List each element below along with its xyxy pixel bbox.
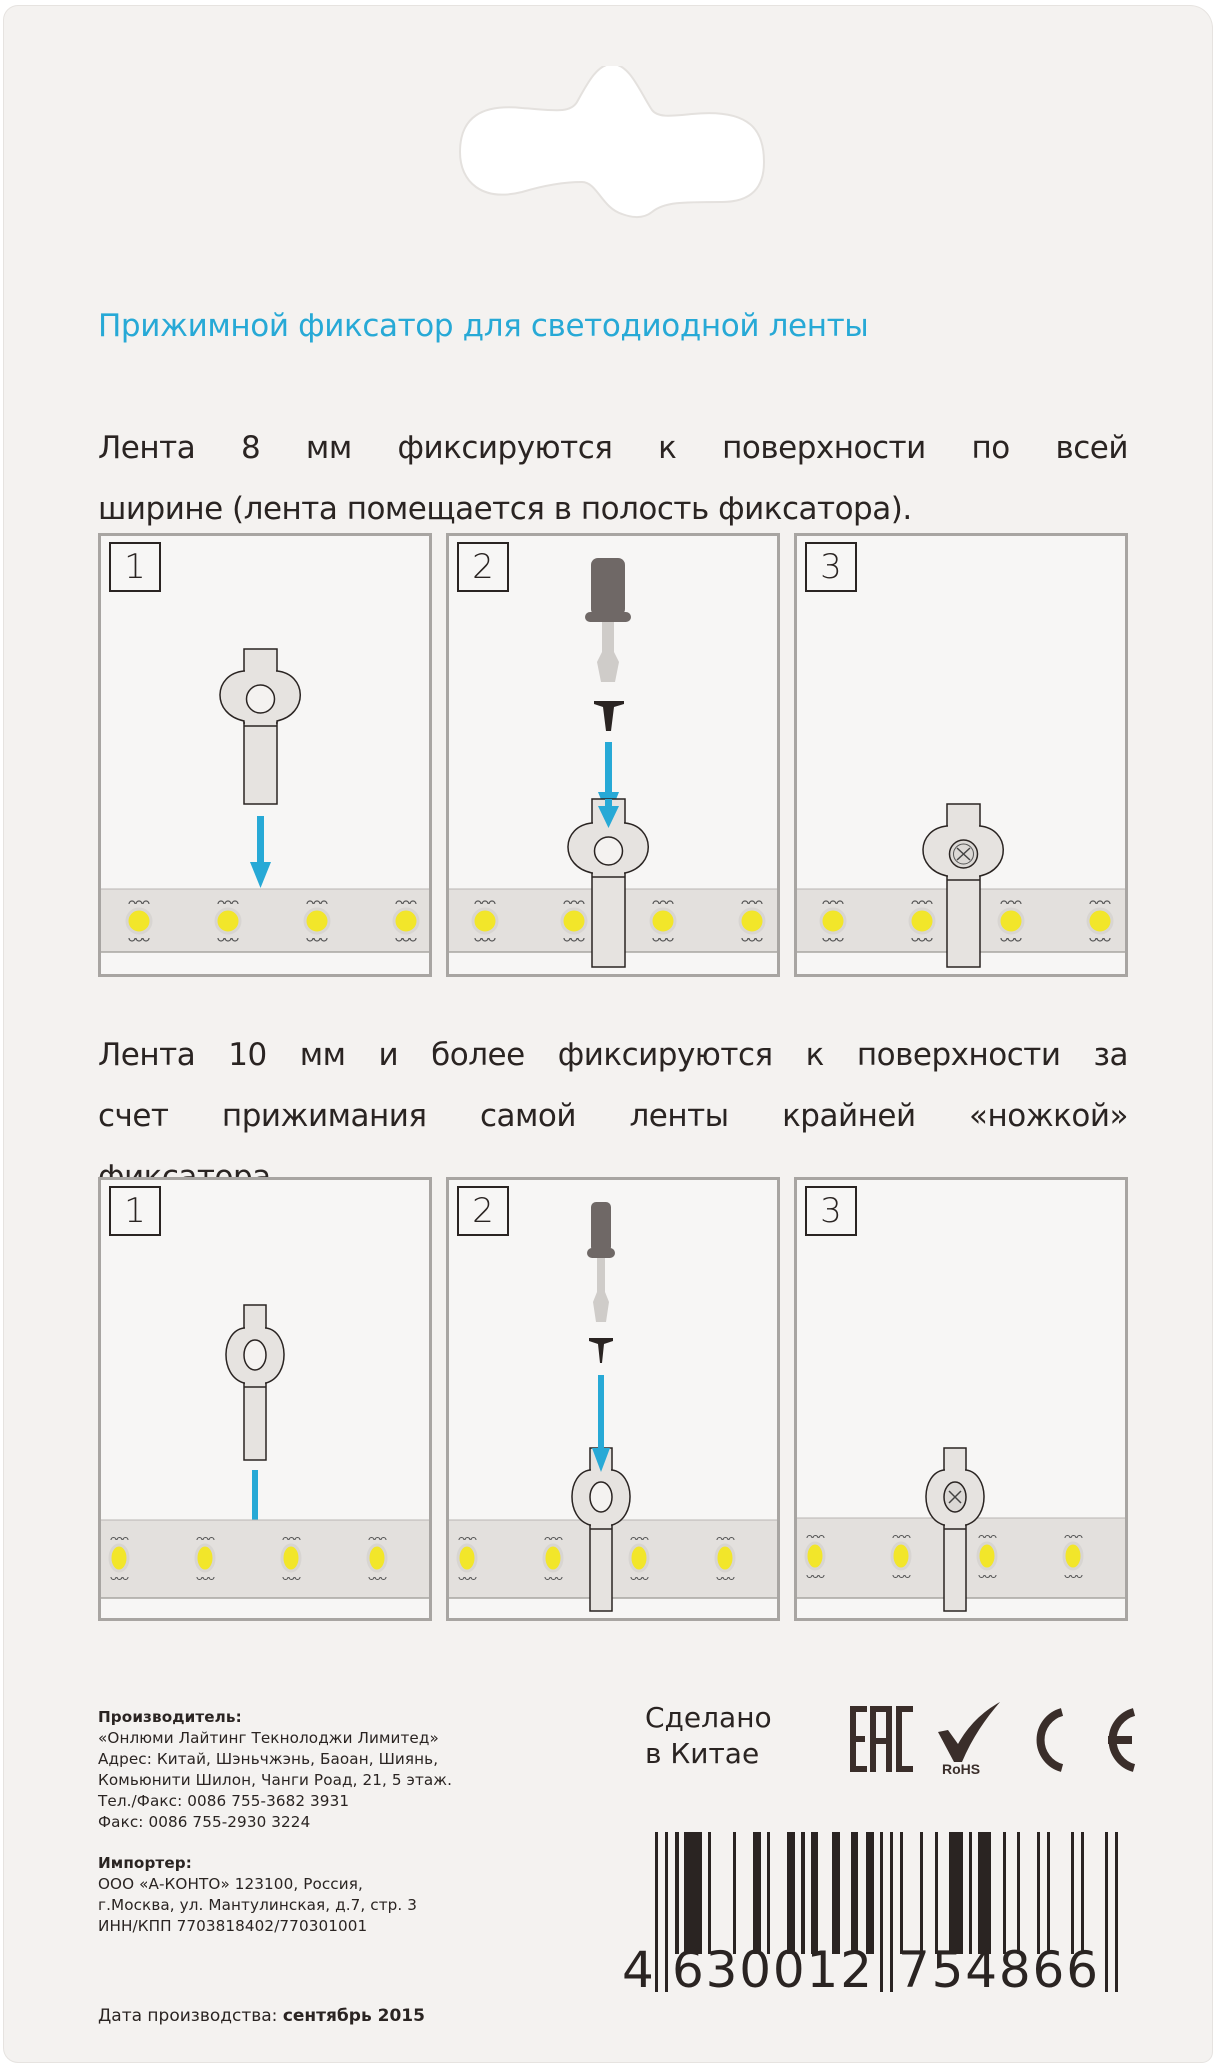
importer-line: г.Москва, ул. Мантулинская, д.7, стр. 3	[98, 1896, 417, 1914]
made-in-line: Сделано	[645, 1701, 772, 1734]
manufacturer-line: Факс: 0086 755-2930 3224	[98, 1813, 311, 1831]
step-number: 1	[109, 542, 161, 592]
importer-line: ООО «А-КОНТО» 123100, Россия,	[98, 1875, 363, 1893]
production-date-label: Дата производства:	[98, 2006, 278, 2026]
step-number: 2	[457, 542, 509, 592]
screw-icon	[594, 701, 624, 731]
product-title: Прижимной фиксатор для светодиодной ленты	[98, 308, 869, 344]
svg-text:754866: 754866	[898, 1941, 1098, 1999]
step-panel-1	[98, 533, 432, 977]
svg-text:630012: 630012	[672, 1941, 872, 1999]
svg-text:RoHS: RoHS	[942, 1761, 981, 1777]
svg-text:4: 4	[622, 1941, 654, 1999]
barcode	[600, 1812, 1120, 2002]
step-number: 2	[457, 1186, 509, 1236]
certification-marks	[850, 1702, 1140, 1778]
step-panel-2	[446, 1177, 780, 1621]
led-strip	[101, 889, 429, 952]
manufacturer-info	[98, 1707, 568, 1833]
made-in-china	[645, 1700, 772, 1772]
led-strip	[101, 1520, 429, 1598]
manufacturer-line: «Онлюми Лайтинг Текнолоджи Лимитед»	[98, 1729, 439, 1747]
step-number: 3	[805, 542, 857, 592]
screwdriver-icon	[585, 558, 631, 682]
rohs-mark-icon	[938, 1702, 1000, 1777]
made-in-line: в Китае	[645, 1737, 760, 1770]
hang-hole	[452, 66, 772, 221]
led-strip	[449, 1520, 777, 1598]
clip-icon	[220, 649, 300, 804]
manufacturer-line: Тел./Факс: 0086 755-3682 3931	[98, 1792, 350, 1810]
ce-mark-icon	[1041, 1712, 1134, 1768]
production-date-value: сентябрь 2015	[282, 2006, 425, 2026]
importer-line: ИНН/КПП 7703818402/770301001	[98, 1917, 368, 1935]
instruction-line: счет прижимания самой ленты крайней «ножкой»	[98, 1098, 1128, 1134]
arrow-down-icon	[250, 816, 271, 888]
instruction-line: Лента 8 мм фиксируются к поверхности по всей	[98, 430, 1128, 466]
step-panel-3	[794, 1177, 1128, 1621]
manufacturer-heading: Производитель:	[98, 1708, 242, 1726]
importer-info	[98, 1853, 568, 1937]
eac-mark-icon	[850, 1706, 913, 1772]
manufacturer-line: Комьюнити Шилон, Чанги Роад, 21, 5 этаж.	[98, 1771, 453, 1789]
manufacturer-line: Адрес: Китай, Шэньчжэнь, Баоан, Шиянь,	[98, 1750, 439, 1768]
clip-icon	[226, 1305, 284, 1460]
step-panel-1	[98, 1177, 432, 1621]
importer-heading: Импортер:	[98, 1854, 192, 1872]
step-number: 3	[805, 1186, 857, 1236]
screw-icon	[589, 1338, 613, 1363]
step-panel-3	[794, 533, 1128, 977]
production-date	[98, 2006, 425, 2026]
step-panel-2	[446, 533, 780, 977]
screwdriver-icon	[587, 1202, 615, 1322]
instruction-line: Лента 10 мм и более фиксируются к поверхности за	[98, 1037, 1128, 1073]
instruction-line: ширине (лента помещается в полость фиксатора).	[98, 491, 912, 527]
instruction-text-8mm	[98, 418, 1128, 540]
steps-row-10mm	[98, 1177, 1128, 1621]
steps-row-8mm	[98, 533, 1128, 977]
step-number: 1	[109, 1186, 161, 1236]
